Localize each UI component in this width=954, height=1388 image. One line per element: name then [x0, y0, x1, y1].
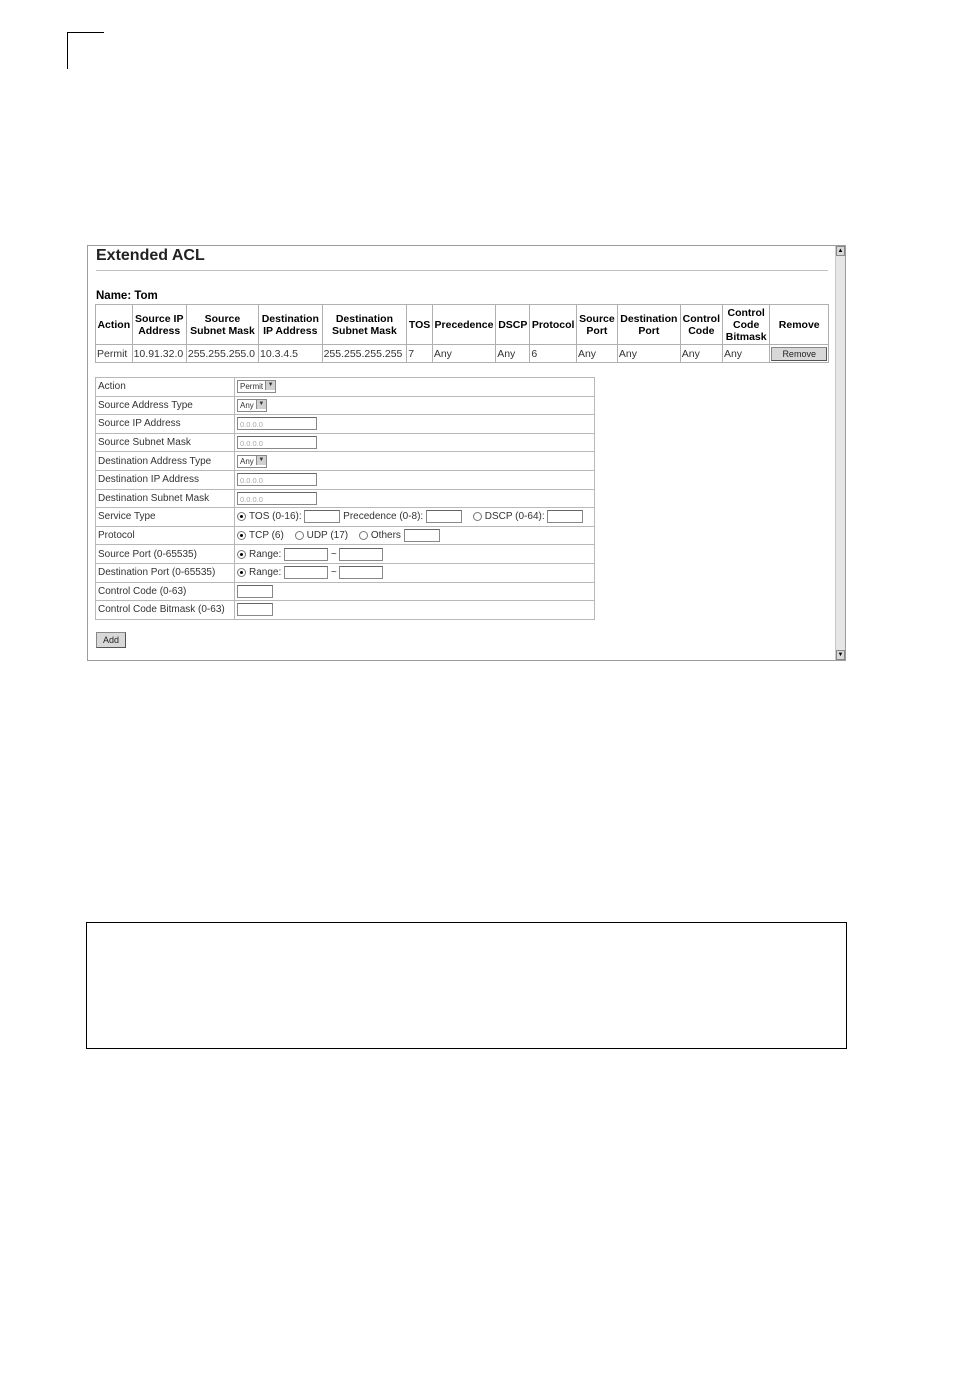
form-row-source-ip — [96, 415, 595, 434]
remove-button[interactable]: Remove — [771, 347, 827, 361]
dest-mask-label: Destination Subnet Mask — [96, 489, 235, 508]
column-header: Source IP Address — [132, 305, 186, 345]
range-separator: ~ — [330, 567, 337, 579]
table-cell: 7 — [407, 345, 433, 363]
source-mask-input[interactable]: 0.0.0.0 — [237, 436, 317, 449]
source-port-min-input[interactable] — [284, 548, 328, 561]
column-header: Control Code Bitmask — [722, 305, 769, 345]
column-header: Source Subnet Mask — [186, 305, 258, 345]
dscp-input[interactable] — [547, 510, 583, 523]
column-header: DSCP — [496, 305, 530, 345]
form-field-cell — [235, 378, 595, 397]
column-header: Destination IP Address — [259, 305, 323, 345]
form-field-cell — [235, 415, 595, 434]
table-cell: Any — [496, 345, 530, 363]
service-type-label: Service Type — [96, 508, 235, 527]
form-row-dest-address-type — [96, 452, 595, 471]
table-cell: 10.91.32.0 — [132, 345, 186, 363]
precedence-label: Precedence (0-8): — [343, 511, 424, 523]
table-cell: Permit — [96, 345, 133, 363]
column-header: Destination Subnet Mask — [322, 305, 407, 345]
chevron-down-icon[interactable]: ▼ — [265, 381, 275, 390]
scroll-up-icon[interactable]: ▲ — [837, 248, 844, 254]
dest-port-label: Destination Port (0-65535) — [96, 563, 235, 582]
form-row-service-type — [96, 508, 595, 527]
form-field-cell — [235, 470, 595, 489]
add-button[interactable]: Add — [96, 632, 126, 648]
form-field-cell — [235, 489, 595, 508]
dest-port-max-input[interactable] — [339, 566, 383, 579]
acl-rule-form — [95, 377, 595, 620]
form-row-dest-ip — [96, 470, 595, 489]
title-divider — [96, 270, 828, 271]
table-cell: Any — [576, 345, 617, 363]
source-port-max-input[interactable] — [339, 548, 383, 561]
dest-address-type-select[interactable] — [237, 455, 267, 468]
dscp-radio[interactable] — [473, 512, 482, 521]
form-field-cell — [235, 545, 595, 564]
dest-ip-label: Destination IP Address — [96, 470, 235, 489]
column-header: Action — [96, 305, 133, 345]
form-field-cell — [235, 508, 595, 527]
form-row-dest-port — [96, 563, 595, 582]
form-row-control-code-bitmask — [96, 601, 595, 620]
table-cell: Any — [680, 345, 722, 363]
others-radio[interactable] — [359, 531, 368, 540]
column-header: Remove — [770, 305, 829, 345]
tcp-radio[interactable] — [237, 531, 246, 540]
source-ip-input[interactable]: 0.0.0.0 — [237, 417, 317, 430]
dest-mask-input[interactable]: 0.0.0.0 — [237, 492, 317, 505]
dest-port-min-input[interactable] — [284, 566, 328, 579]
page-title: Extended ACL — [96, 247, 205, 264]
form-row-dest-mask — [96, 489, 595, 508]
column-header: TOS — [407, 305, 433, 345]
table-cell: 6 — [530, 345, 577, 363]
table-header-row — [96, 305, 829, 345]
dscp-radio-label: DSCP (0-64): — [484, 511, 545, 523]
form-row-source-port — [96, 545, 595, 564]
form-row-protocol — [96, 526, 595, 545]
tos-radio[interactable] — [237, 512, 246, 521]
table-cell: Any — [722, 345, 769, 363]
action-label: Action — [96, 378, 235, 397]
form-row-control-code — [96, 582, 595, 601]
others-radio-label: Others — [370, 530, 401, 542]
column-header: Destination Port — [617, 305, 680, 345]
form-row-action — [96, 378, 595, 397]
table-cell: Any — [617, 345, 680, 363]
source-address-type-value: Any — [240, 400, 254, 410]
acl-name-label: Name: Tom — [96, 290, 158, 302]
table-cell: 255.255.255.255 — [322, 345, 407, 363]
form-row-source-address-type — [96, 396, 595, 415]
tos-input[interactable] — [304, 510, 340, 523]
dest-port-range-radio[interactable] — [237, 568, 246, 577]
udp-radio[interactable] — [295, 531, 304, 540]
protocol-label: Protocol — [96, 526, 235, 545]
tos-radio-label: TOS (0-16): — [249, 511, 302, 523]
form-field-cell — [235, 582, 595, 601]
form-field-cell — [235, 396, 595, 415]
table-cell — [770, 345, 829, 363]
source-port-range-label: Range: — [249, 548, 282, 560]
source-port-label: Source Port (0-65535) — [96, 545, 235, 564]
source-port-range-radio[interactable] — [237, 550, 246, 559]
dest-ip-input[interactable]: 0.0.0.0 — [237, 473, 317, 486]
range-separator: ~ — [330, 548, 337, 560]
source-mask-label: Source Subnet Mask — [96, 433, 235, 452]
empty-note-box — [86, 922, 847, 1049]
dest-port-range-label: Range: — [249, 567, 282, 579]
page-corner-mark — [67, 32, 104, 69]
form-row-source-mask — [96, 433, 595, 452]
dest-address-type-label: Destination Address Type — [96, 452, 235, 471]
table-cell: Any — [432, 345, 495, 363]
chevron-down-icon[interactable]: ▼ — [256, 456, 266, 465]
source-address-type-label: Source Address Type — [96, 396, 235, 415]
control-code-input[interactable] — [237, 585, 273, 598]
others-protocol-input[interactable] — [404, 529, 440, 542]
form-field-cell — [235, 601, 595, 620]
column-header: Protocol — [530, 305, 577, 345]
control-code-bitmask-label: Control Code Bitmask (0-63) — [96, 601, 235, 620]
table-row — [96, 345, 829, 363]
form-field-cell — [235, 452, 595, 471]
column-header: Precedence — [432, 305, 495, 345]
action-select-value: Permit — [240, 382, 264, 392]
chevron-down-icon[interactable]: ▼ — [256, 400, 266, 409]
action-select[interactable] — [237, 380, 276, 393]
extended-acl-window — [87, 245, 846, 661]
dest-address-type-value: Any — [240, 456, 254, 466]
form-field-cell — [235, 433, 595, 452]
source-ip-label: Source IP Address — [96, 415, 235, 434]
tcp-radio-label: TCP (6) — [249, 530, 284, 542]
column-header: Source Port — [576, 305, 617, 345]
table-cell: 255.255.255.0 — [186, 345, 258, 363]
column-header: Control Code — [680, 305, 722, 345]
form-field-cell — [235, 563, 595, 582]
acl-rules-table — [95, 304, 829, 363]
table-cell: 10.3.4.5 — [259, 345, 323, 363]
vertical-scrollbar[interactable] — [835, 246, 845, 660]
control-code-label: Control Code (0-63) — [96, 582, 235, 601]
form-field-cell — [235, 526, 595, 545]
precedence-input[interactable] — [426, 510, 462, 523]
scroll-down-icon[interactable]: ▼ — [837, 652, 844, 658]
udp-radio-label: UDP (17) — [306, 530, 349, 542]
source-address-type-select[interactable] — [237, 399, 267, 412]
control-code-bitmask-input[interactable] — [237, 603, 273, 616]
